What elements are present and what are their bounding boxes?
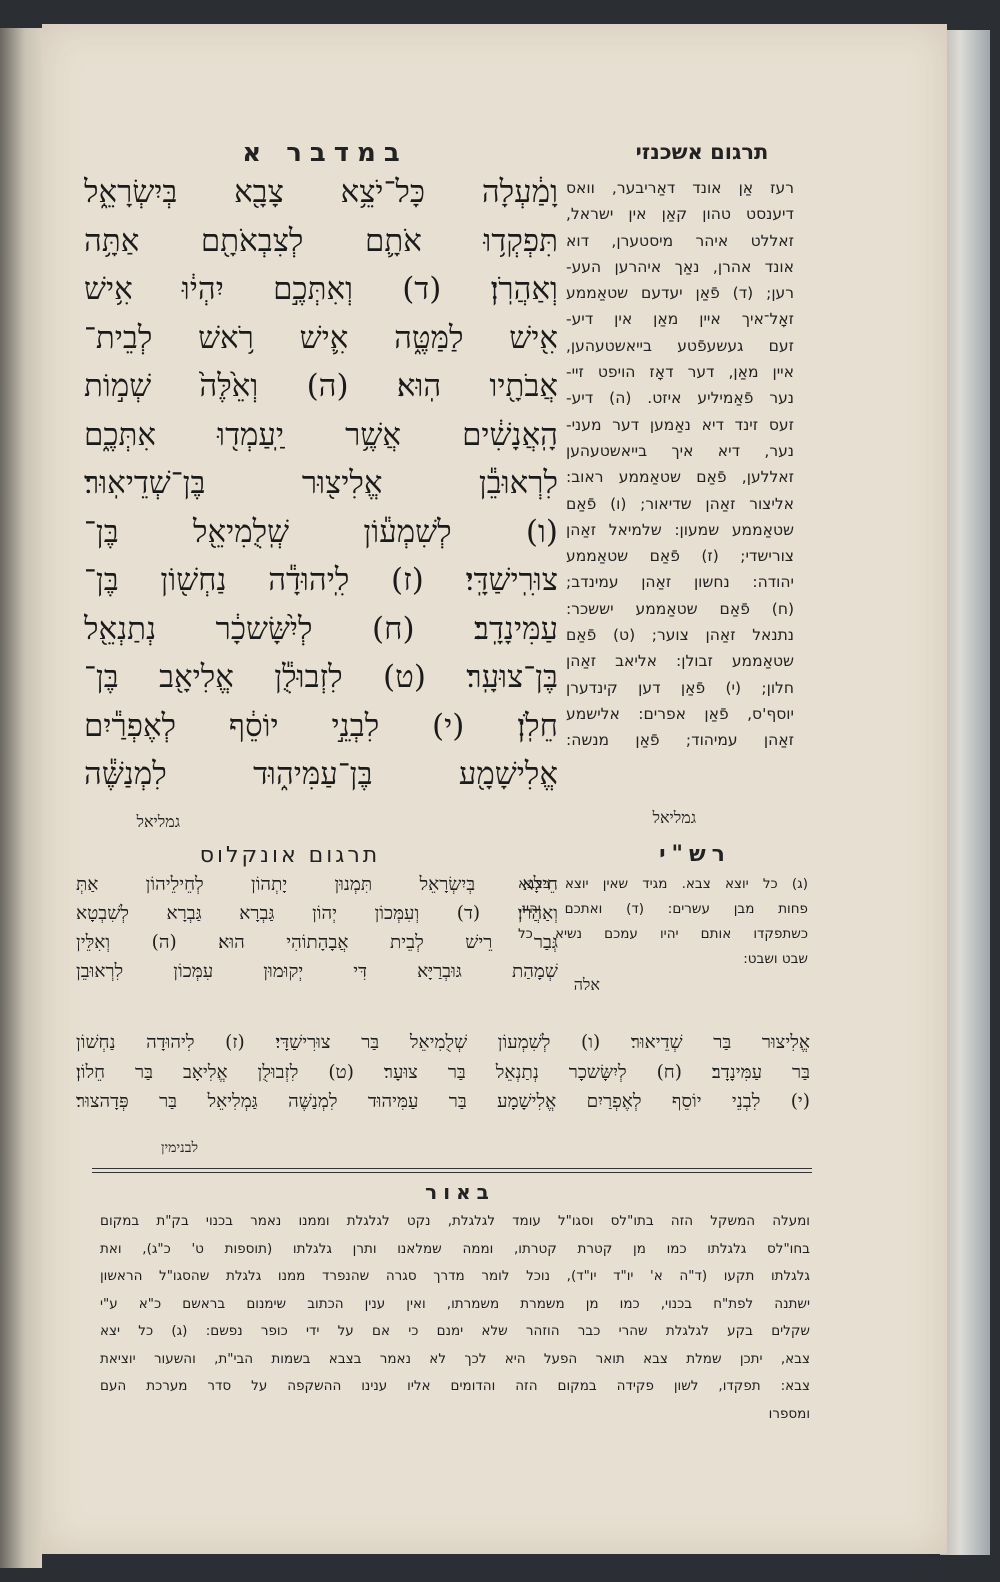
- yiddish-catchword: גמליאל: [652, 808, 696, 827]
- rashi-line: כשתפקדו אותם יהיו עמכם נשיא כל: [518, 926, 808, 942]
- main-line: וְאַהֲרֹֽן׃ (ד) וְאִתְּכֶ֣ם יִהְי֔וּ אִ֥ישׁ: [84, 271, 558, 307]
- biur-commentary: [100, 1208, 810, 1428]
- main-line: הָֽאֲנָשִׁ֔ים אֲשֶׁ֥ר יַֽעַמְד֖וּ אִתְּכֶ֑ם: [84, 416, 558, 453]
- biur-line: צבא: תפקדו, לשון פקידה במקום הזה והדומים אליו ענינו ההשקפה על סדר מערכת העם: [100, 1378, 810, 1394]
- yiddish-line: שטאַממע זבולן: אליאב זאַהן: [566, 652, 794, 671]
- biur-line: בחו"לס גלגלתו כמו מן קטרת קטרתו, וממה שמלאנו ותרן גלגלתו (תוספות ט' כ"ג), ואת: [100, 1240, 810, 1257]
- main-line: אֱלִישָׁמָ֖ע בֶּן־עַמִּיה֑וּד לִמְנַשֶּׁ֕ה: [84, 756, 558, 792]
- biur-line: ומספרו: [768, 1405, 810, 1422]
- onkelos-catchword: לבנימין: [160, 1140, 198, 1156]
- yiddish-line: יהודה: נחשון זאַהן עמינדב;: [566, 573, 794, 592]
- main-line: אֲבֹתָ֖יו הֽוּא׃ (ה) וְאֵ֙לֶּה֙ שְׁמ֣וֹת: [84, 368, 558, 404]
- header-bamidbar: במדבר א: [242, 138, 408, 168]
- yiddish-line: רען; (ד) פֿאַן יעדעם שטאַממע: [566, 284, 794, 303]
- biur-line: ומעלה המשקל הזה בתו"לס וסגו"ל עומד לגלגלת, נקט לגלגלת וממנו נאמר בכנוי בק"ת במקום: [100, 1213, 810, 1229]
- onkelos-line: שְׁמָהַת גּוּבְרַיָּא דִּי יְקוּמוּן עִמְּכוֹן לִרְאוּבֵן: [76, 961, 558, 982]
- yiddish-line: נער, דיא איך בייאשטעהען: [566, 441, 794, 460]
- main-line: חֵלֹֽן׃ (י) לִבְנֵ֣י יוֹסֵ֔ף לְאֶפְרַ֕יִם: [84, 707, 558, 744]
- yiddish-line: אונד אהרן, נאַך איהרען העע-: [566, 257, 794, 276]
- yiddish-line: שטאַממע שמעון: שלמיאל זאַהן: [566, 520, 794, 539]
- biur-line: ישתנה לפת"ח בכנוי, כמו מן משמרת משמרתו, ואין ענין הכתוב שימנום בראשם כ"א ע"י: [100, 1295, 810, 1312]
- yiddish-line: זאַהן עמיהוד; פֿאַן מנשה:: [566, 731, 794, 750]
- section-divider: [92, 1168, 812, 1173]
- book-right-edge: [940, 30, 990, 1555]
- yiddish-line: זאללען, פֿאַם שטאַממע ראוב:: [566, 468, 794, 487]
- onkelos-line: וְאַהֲרֹן׃ (ד) וְעִמְּכוֹן יְהוֹן גַּבְרָא גַּבְרָא לְשִׁבְטָא: [76, 903, 558, 924]
- biur-line: צבא, יתכן שמלת צבא תואר הפעל היא לכך לא נאמר בצבא בשמות הבי"ת, והשעור יוציאת: [100, 1350, 810, 1367]
- main-line: עַמִּינָדָֽב׃ (ח) לְיִ֨שָּׂשכָ֔ר נְתַנְאֵ֖ל: [84, 610, 558, 647]
- main-catchword: גמליאל: [136, 812, 180, 831]
- yiddish-line: זאללט איהר מיסטערן, דוא: [566, 231, 794, 250]
- yiddish-line: רעז אַן אונד דאַריבער, וואס: [566, 179, 794, 197]
- rashi-line: (ג) כל יוצא צבא. מגיד שאין יוצא בצבא: [518, 876, 808, 892]
- header-biur: באור: [425, 1180, 495, 1204]
- onkelos-line: חֵילָא בְּיִשְׂרָאֵל תִּמְנוּן יָתְהוֹן לְחֵילֵיהוֹן אַתְּ: [76, 874, 558, 895]
- main-line: אִ֖ישׁ לַמַּטֶּ֑ה אִ֛ישׁ רֹ֥אשׁ לְבֵית־: [84, 319, 558, 356]
- main-line: (ו) לְשִׁמְע֕וֹן שְֽׁלֻמִיאֵ֖ל בֶּן־: [84, 513, 558, 550]
- onkelos-line: גְּבַר רֵישׁ לְבֵית אֲבָהָתוֹהִי הוּא׃ (ה) וְאִלֵּין: [76, 932, 558, 953]
- yiddish-line: זעס זינד דיא נאַמען דער מעני-: [566, 415, 794, 434]
- main-line: צוּרִֽישַׁדָּֽי׃ (ז) לִֽיהוּדָ֕ה נַחְשׁ֖וֹן בֶּן־: [84, 562, 558, 598]
- main-hebrew-text: [84, 168, 558, 799]
- onkelos-line: בַּר עַמִּינָדָב׃ (ח) לְיִשָּׂשכָר נְתַנְאֵל בַּר צוּעָר׃ (ט) לִזְבוּלֻן אֱלִיאָב בַּר חֵלוֹן׃: [76, 1061, 810, 1083]
- header-rashi: רש"י: [659, 842, 731, 867]
- main-line: תִּפְקְד֥וּ אֹתָ֛ם לְצִבְאֹתָ֖ם אַתָּ֥ה: [84, 222, 558, 259]
- main-line: לִרְאוּבֵ֕ן אֱלִיצ֖וּר בֶּן־שְׁדֵיאֽוּר׃: [84, 465, 558, 501]
- main-line: וָמַ֔עְלָה כָּל־יֹצֵ֥א צָבָ֖א בְּיִשְׂרָאֵ֑ל: [84, 174, 558, 210]
- header-onkelos: תרגום אונקלוס: [199, 843, 381, 868]
- yiddish-line: יוסף'ס, פֿאַן אפרים: אלישמע: [566, 704, 794, 723]
- onkelos-line: אֱלִיצוּר בַּר שְׁדֵיאוּר׃ (ו) לְשִׁמְעוֹן שְׁלֻמִיאֵל בַּר צוּרִישַׁדָּי׃ (ז) לִיהוּדָה נַחְשׁוֹן: [76, 1032, 810, 1053]
- header-targum-ashkenazi: תרגום אשכנזי: [635, 140, 769, 164]
- rashi-catchword: אלה: [573, 975, 600, 994]
- rashi-line: שבט ושבט:: [743, 951, 808, 967]
- biur-line: גלגלתו תקעו (ד"ה א' יו"ד יו"ד), נוכל לומר מדרך סגרה שהנפרד ממנו גלגלת שהסגו"ל הראשון: [100, 1268, 810, 1284]
- rashi-commentary: [518, 872, 808, 972]
- biur-line: שקלים בקע לגלגלת שהרי כבר הוזהר שלא ימנם כי אם על ידי כופר נפשם: (ג) כל יצא: [100, 1323, 810, 1339]
- yiddish-line: איין מאַן, דער דאָז הויפט זיי-: [566, 363, 794, 382]
- yiddish-line: חלון; (י) פֿאַן דען קינדערן: [566, 678, 794, 697]
- yiddish-line: (ח) פֿאַם שטאַממע יששכר:: [566, 599, 794, 618]
- yiddish-line: נער פֿאַמיליע איזט. (ה) דיע-: [566, 389, 794, 408]
- yiddish-line: אליצור זאַהן שדיאור; (ו) פֿאַם: [566, 494, 794, 513]
- main-line: בֶּן־צוּעָֽר׃ (ט) לִזְבוּלֻ֕ן אֱלִיאָ֖ב בֶּן־: [84, 659, 558, 695]
- onkelos-line: (י) לִבְנֵי יוֹסֵף לְאֶפְרַיִם אֱלִישָׁמָע בַּר עַמִּיהוּד לִמְנַשֶּׁה גַּמְלִיאֵל בַּר פְּדָהצוּר׃: [76, 1091, 810, 1112]
- yiddish-line: זאָל־איך איין מאַן אין דיע-: [566, 310, 794, 329]
- yiddish-translation: [566, 175, 794, 754]
- onkelos-full-width-text: [76, 1028, 810, 1117]
- yiddish-line: דיענסט טהון קאַן אין ישראל,: [566, 205, 794, 224]
- yiddish-line: צורישדי; (ז) פֿאַם שטאַממע: [566, 547, 794, 566]
- yiddish-line: זעם געשעפֿטע בייאשטעהען,: [566, 336, 794, 355]
- book-left-edge: [0, 28, 42, 1568]
- onkelos-text: [76, 870, 558, 986]
- yiddish-line: נתנאל זאַהן צוער; (ט) פֿאַם: [566, 626, 794, 645]
- rashi-line: פחות מבן עשרים: (ד) ואתכם יהיו.: [518, 901, 808, 917]
